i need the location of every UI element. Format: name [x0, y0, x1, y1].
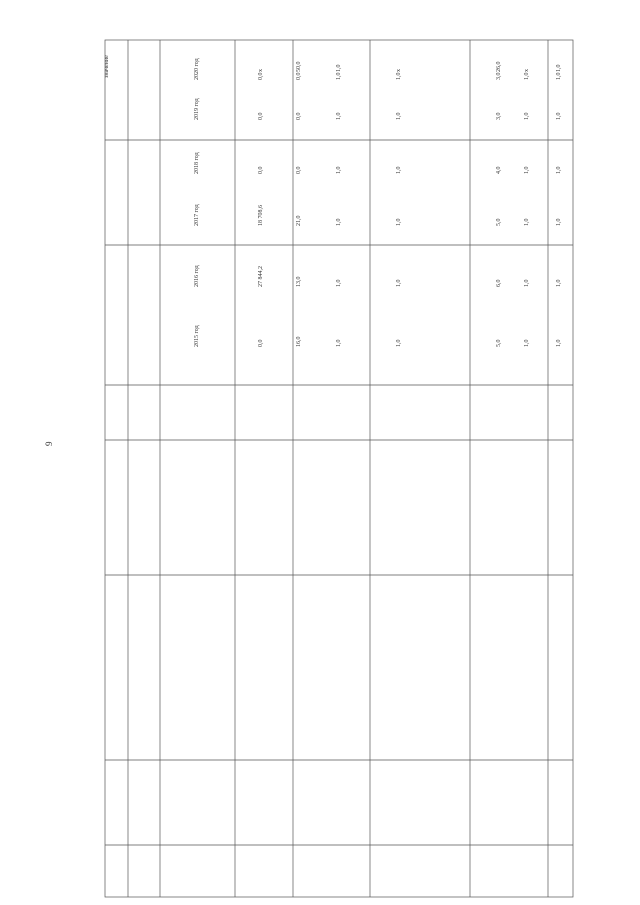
table-cell: 0,0	[258, 112, 264, 120]
table-cell: 27 844,2	[258, 266, 264, 287]
final-value-cell: 1,0	[336, 64, 342, 72]
final-value-cell: х	[524, 69, 530, 72]
table-cell: 1,0	[336, 112, 342, 120]
table-cell: 5,0	[496, 218, 502, 226]
table-cell: 6,0	[496, 279, 502, 287]
table-cell: 1,0	[336, 279, 342, 287]
table-cell: 1,0	[524, 339, 530, 347]
final-value-label: значение	[104, 55, 110, 78]
table-cell: 1,0	[396, 72, 402, 80]
table-cell: 1,0	[396, 218, 402, 226]
year-label-2015: 2015 год	[194, 325, 200, 347]
table-cell: 4,0	[496, 166, 502, 174]
table-cell: 1,0	[396, 166, 402, 174]
table-cell: 5,0	[496, 339, 502, 347]
year-label-2018: 2018 год	[194, 152, 200, 174]
table-cell: 21,0	[296, 215, 302, 226]
year-label-2017: 2017 год	[194, 204, 200, 226]
table-cell: 0,0	[258, 72, 264, 80]
final-value-cell: 50,0	[296, 61, 302, 72]
table-cell: 0,0	[258, 339, 264, 347]
table-cell: 1,0	[524, 112, 530, 120]
final-value-cell: х	[258, 69, 264, 72]
table-cell: 13,0	[296, 276, 302, 287]
table-cell: 1,0	[524, 279, 530, 287]
table-cell: 0,0	[296, 112, 302, 120]
table-cell: 0,0	[296, 166, 302, 174]
table-cell: 1,0	[556, 112, 562, 120]
table-cell: 0,0	[296, 72, 302, 80]
table-cell: 3,0	[496, 72, 502, 80]
table-cell: 1,0	[556, 72, 562, 80]
page-number: 9	[44, 441, 54, 446]
final-value-cell: 26,0	[496, 61, 502, 72]
final-value-cell: 1,0	[556, 64, 562, 72]
year-label-2016: 2016 год	[194, 265, 200, 287]
table-cell: 1,0	[336, 218, 342, 226]
table-cell: 1,0	[556, 279, 562, 287]
table-cell: 18 708,6	[258, 205, 264, 226]
table-cell: 16,0	[296, 336, 302, 347]
table-cell: 1,0	[556, 339, 562, 347]
year-label-2020: 2020 год	[194, 58, 200, 80]
table-cell: 1,0	[336, 72, 342, 80]
year-label-2019: 2019 год	[194, 98, 200, 120]
final-value-cell: х	[396, 69, 402, 72]
table-cell: 1,0	[524, 166, 530, 174]
table-cell: 1,0	[556, 166, 562, 174]
table-cell: 1,0	[336, 339, 342, 347]
table-cell: 1,0	[396, 279, 402, 287]
table-cell: 1,0	[524, 218, 530, 226]
table-cell: 1,0	[556, 218, 562, 226]
table-cell: 0,0	[258, 166, 264, 174]
table-cell: 1,0	[396, 112, 402, 120]
table-cell: 1,0	[524, 72, 530, 80]
table-cell: 1,0	[396, 339, 402, 347]
table-cell: 3,0	[496, 112, 502, 120]
table-cell: 1,0	[336, 166, 342, 174]
